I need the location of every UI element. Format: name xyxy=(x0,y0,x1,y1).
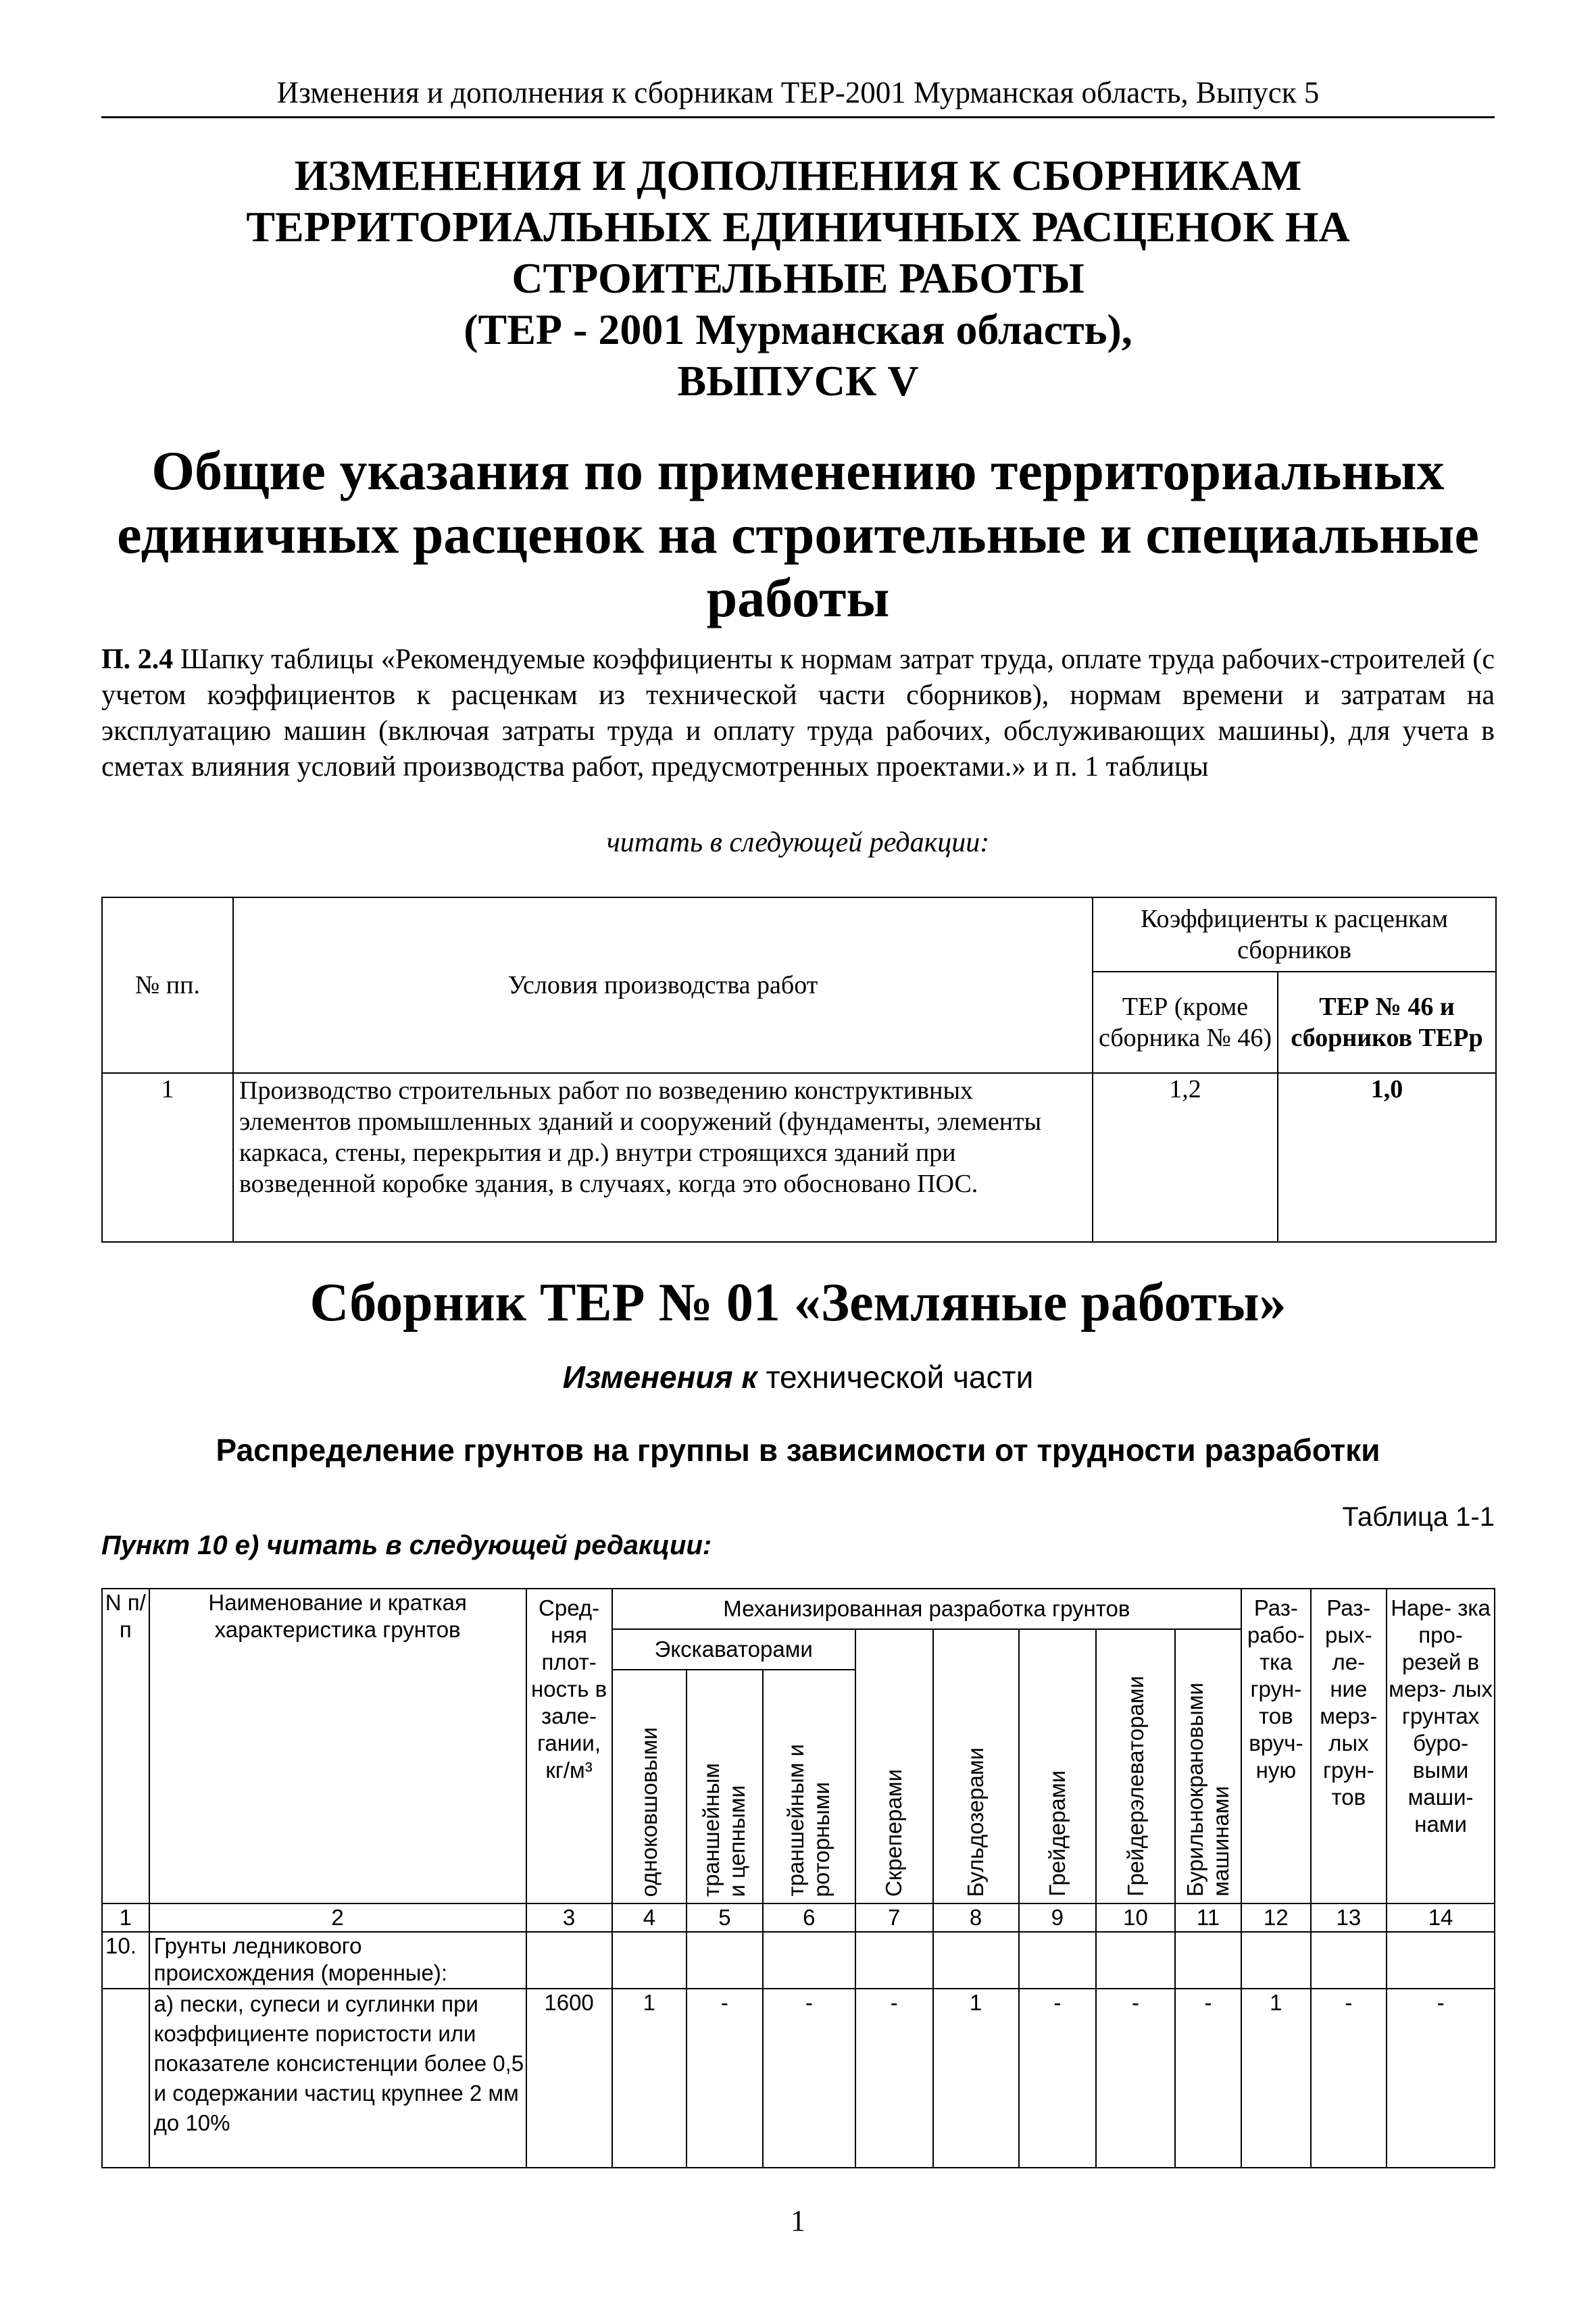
t1-header-coef: Коэффициенты к расценкам сборников xyxy=(1093,897,1496,972)
t2-header-mechanized: Механизированная разработка грунтов xyxy=(612,1589,1242,1629)
t2-col-number: 10 xyxy=(1096,1903,1175,1932)
main-title-line: ВЫПУСК V xyxy=(677,357,919,405)
t2-empty-cell xyxy=(763,1932,855,1989)
clause-label: П. 2.4 xyxy=(101,644,174,675)
t1-row-ter: 1,2 xyxy=(1093,1073,1278,1242)
t2-empty-cell xyxy=(612,1932,687,1989)
t2-empty-cell xyxy=(933,1932,1019,1989)
t2-header-trench-rotor-line2: роторными xyxy=(809,1781,834,1897)
t2-header-trench-rotor xyxy=(763,1670,855,1903)
page-number: 1 xyxy=(791,2204,805,2237)
clause-paragraph xyxy=(101,642,1495,785)
t2-header-trench-chain xyxy=(687,1670,763,1903)
t2-value-cell: - xyxy=(1387,1989,1495,2168)
t2-col-number: 4 xyxy=(612,1903,687,1932)
running-header: Изменения и дополнения к сборникам ТЕР-2001 Мурманская область, Выпуск 5 xyxy=(101,73,1495,118)
t1-header-conditions: Условия производства работ xyxy=(233,897,1093,1073)
t2-value-cell: 1 xyxy=(933,1989,1019,2168)
t2-header-graders-text: Грейдерами xyxy=(1044,1770,1070,1897)
t2-empty-cell xyxy=(526,1932,612,1989)
t2-col-number: 12 xyxy=(1241,1903,1310,1932)
main-title-line: (ТЕР - 2001 Мурманская область), xyxy=(464,305,1132,353)
t2-value-cell: - xyxy=(1175,1989,1241,2168)
changes-bold: Изменения к xyxy=(562,1360,757,1395)
t2-col-number: 9 xyxy=(1019,1903,1097,1932)
t2-header-scrapers-text: Скреперами xyxy=(881,1768,907,1897)
t2-col-number: 11 xyxy=(1175,1903,1241,1932)
t2-value-cell: - xyxy=(1096,1989,1175,2168)
t2-header-name: Наименование и краткая характеристика грунтов xyxy=(149,1589,526,1903)
t2-header-trench-rotor-line1: траншейным и xyxy=(783,1744,809,1897)
table-number: Таблица 1-1 xyxy=(1342,1502,1495,1532)
t2-value-cell: - xyxy=(1311,1989,1387,2168)
t2-empty-cell xyxy=(102,1989,149,2168)
t2-header-drill-crane-line2: машинами xyxy=(1208,1786,1234,1897)
main-title xyxy=(101,150,1495,407)
clause-text: Шапку таблицы «Рекомендуемые коэффициенты к нормам затрат труда, оплате труда рабочих-строителей (с учетом коэффициентов к расценкам из технической части сборников), нормам времени и затратам на эксплуатацию машин (включая затраты труда и оплату труда рабочих, обслуживающих машины), для учета в сметах влияния условий производства работ, предусмотренных проектами.» и п. 1 таблицы xyxy=(101,644,1495,782)
t2-header-graders xyxy=(1019,1629,1097,1903)
collection-title: Сборник ТЕР № 01 «Земляные работы» xyxy=(309,1273,1287,1333)
clause-note: Пункт 10 е) читать в следующей редакции: xyxy=(101,1530,712,1560)
t2-header-density: Сред- няя плот- ность в зале- гании, кг/м³ xyxy=(526,1589,612,1903)
t1-row-ter46: 1,0 xyxy=(1278,1073,1496,1242)
t2-value-cell: - xyxy=(855,1989,933,2168)
t2-empty-cell xyxy=(1311,1932,1387,1989)
t2-empty-cell xyxy=(1241,1932,1310,1989)
t2-header-excavators: Экскаваторами xyxy=(612,1629,855,1670)
t2-col-number: 5 xyxy=(687,1903,763,1932)
coefficients-table xyxy=(101,897,1497,1243)
t2-group-name: Грунты ледникового происхождения (моренные): xyxy=(149,1932,526,1989)
t2-value-cell: 1 xyxy=(1241,1989,1310,2168)
t2-col-number: 14 xyxy=(1387,1903,1495,1932)
t2-col-number: 8 xyxy=(933,1903,1019,1932)
t2-header-frozen: Раз- рых- ле- ние мерз- лых грун- тов xyxy=(1311,1589,1387,1903)
t2-empty-cell xyxy=(687,1932,763,1989)
t2-col-number: 13 xyxy=(1311,1903,1387,1932)
section-heading-line: единичных расценок на строительные и специальные xyxy=(117,503,1479,565)
changes-line xyxy=(101,1358,1495,1396)
t2-col-number: 6 xyxy=(763,1903,855,1932)
section-heading-line: Общие указания по применению территориальных xyxy=(151,440,1445,501)
section-heading-line: работы xyxy=(706,567,890,628)
read-note: читать в следующей редакции: xyxy=(606,827,990,858)
t2-value-cell: - xyxy=(763,1989,855,2168)
main-title-line: СТРОИТЕЛЬНЫЕ РАБОТЫ xyxy=(512,254,1084,302)
t1-row-conditions: Производство строительных работ по возведению конструктивных элементов промышленных зданий и сооружений (фундаменты, элементы каркаса, стены, перекрытия и др.) внутри строящихся зданий при возведенной коробке здания, в случаях, когда это обосновано ПОС. xyxy=(233,1073,1093,1242)
t2-header-scrapers xyxy=(855,1629,933,1903)
t2-group-num: 10. xyxy=(102,1932,149,1989)
t2-header-grader-elevators xyxy=(1096,1629,1175,1903)
t1-header-ter: ТЕР (кроме сборника № 46) xyxy=(1093,972,1278,1073)
t2-empty-cell xyxy=(1019,1932,1097,1989)
soil-groups-subheading: Распределение грунтов на группы в зависимости от трудности разработки xyxy=(216,1433,1380,1468)
t2-empty-cell xyxy=(1175,1932,1241,1989)
t2-col-number: 1 xyxy=(102,1903,149,1932)
main-title-line: ИЗМЕНЕНИЯ И ДОПОЛНЕНИЯ К СБОРНИКАМ xyxy=(294,151,1302,199)
t2-value-cell: - xyxy=(1019,1989,1097,2168)
t2-col-number: 2 xyxy=(149,1903,526,1932)
t2-header-grader-elevators-text: Грейдерэлеваторами xyxy=(1122,1676,1148,1897)
t2-header-drill-crane-line1: Бурильнокрановыми xyxy=(1182,1683,1208,1897)
t2-col-number: 7 xyxy=(855,1903,933,1932)
main-title-line: ТЕРРИТОРИАЛЬНЫХ ЕДИНИЧНЫХ РАСЦЕНОК НА xyxy=(246,203,1350,251)
t1-header-ter46: ТЕР № 46 и сборников ТЕРр xyxy=(1278,972,1496,1073)
t2-empty-cell xyxy=(1096,1932,1175,1989)
t2-header-manual: Раз- рабо- тка грун- тов вруч- ную xyxy=(1241,1589,1310,1903)
t2-header-slits: Наре- зка про- резей в мерз- лых грунтах буро- выми маши- нами xyxy=(1387,1589,1495,1903)
t2-header-trench-chain-line1: траншейным xyxy=(699,1763,724,1897)
t1-row-num: 1 xyxy=(102,1073,233,1242)
t2-col-number: 3 xyxy=(526,1903,612,1932)
t2-header-drill-crane xyxy=(1175,1629,1241,1903)
t2-soil-description: а) пески, супеси и суглинки при коэффициенте пористости или показателе консистенции более 0,5 и содержании частиц крупнее 2 мм до 10% xyxy=(149,1989,526,2168)
t2-header-bulldozers xyxy=(933,1629,1019,1903)
t2-header-single-bucket xyxy=(612,1670,687,1903)
t2-density-value: 1600 xyxy=(526,1989,612,2168)
t2-header-num: N п/п xyxy=(102,1589,149,1903)
soil-groups-table xyxy=(101,1588,1495,2168)
changes-rest: технической части xyxy=(766,1360,1034,1395)
t2-header-single-bucket-text: одноковшовыми xyxy=(636,1726,662,1897)
t1-header-num: № пп. xyxy=(102,897,233,1073)
section-heading xyxy=(101,439,1495,630)
t2-value-cell: 1 xyxy=(612,1989,687,2168)
t2-header-trench-chain-line2: и цепными xyxy=(724,1785,750,1897)
t2-empty-cell xyxy=(855,1932,933,1989)
t2-value-cell: - xyxy=(687,1989,763,2168)
t2-empty-cell xyxy=(1387,1932,1495,1989)
t2-header-bulldozers-text: Бульдозерами xyxy=(963,1747,989,1897)
